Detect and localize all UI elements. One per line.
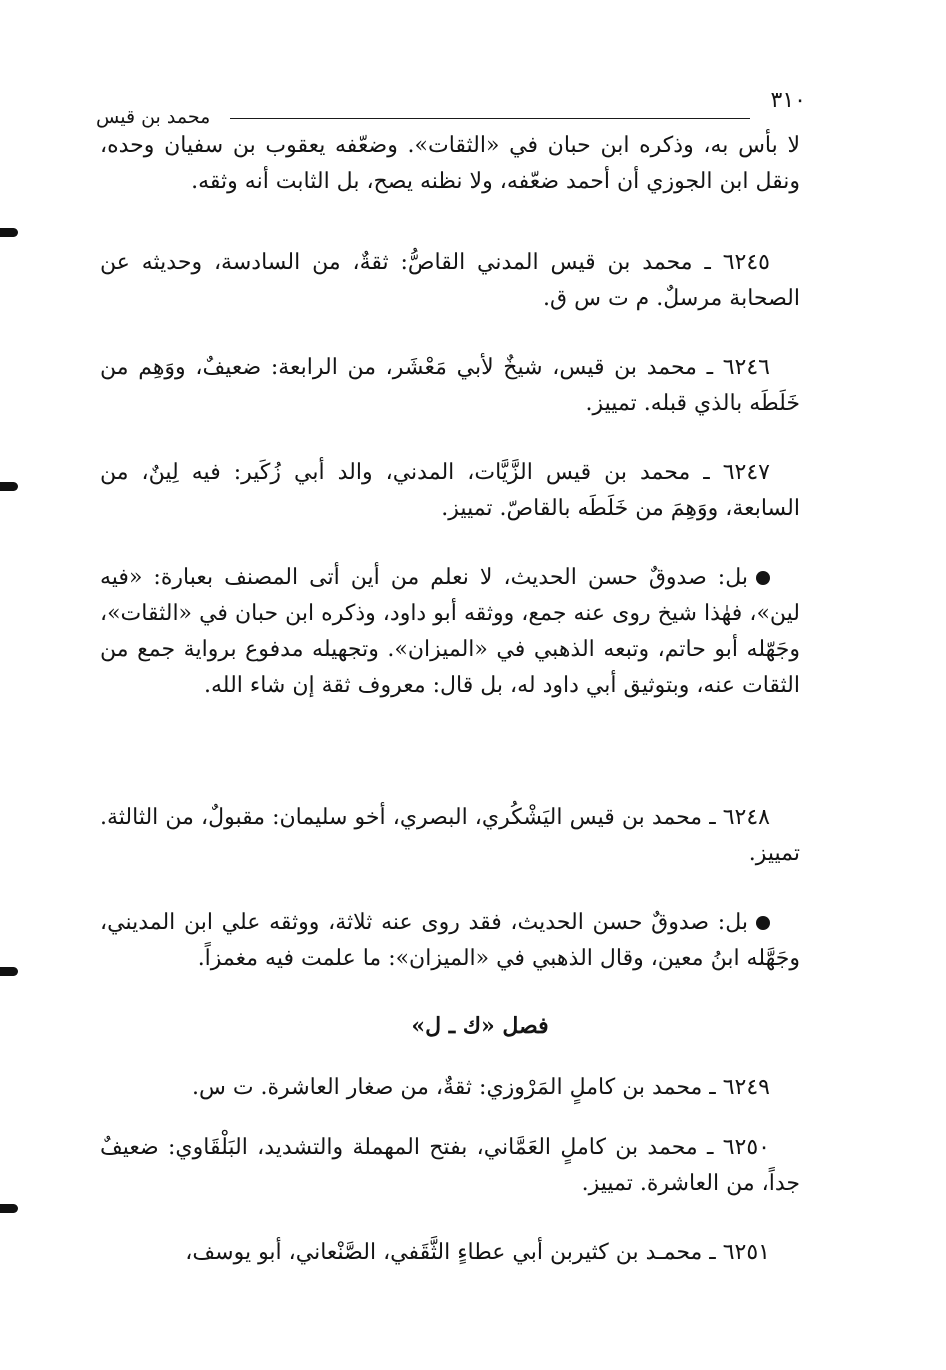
scan-edge-mark xyxy=(0,967,18,976)
entry-6247: ٦٢٤٧ ـ محمد بن قيس الزَّيَّات، المدني، والد أبي زُكَير: فيه لِينٌ، من السابعة، ووَهِمَ من خَلَطَه بالقاصّ. تمييز. xyxy=(100,460,800,521)
section-title: فصل «ك ـ ل» xyxy=(411,1013,549,1039)
page-number: ٣١٠ xyxy=(770,88,806,113)
entry-6245: ٦٢٤٥ ـ محمد بن قيس المدني القاصُّ: ثقةٌ، من السادسة، وحديثه عن الصحابة مرسلٌ. م ت س ق. xyxy=(100,250,800,311)
scan-edge-mark xyxy=(0,1204,18,1213)
entry-6251: ٦٢٥١ ـ محمـد بن كثيربن أبي عطاءٍ الثَّقَفي، الصَّنْعاني، أبو يوسف، xyxy=(185,1240,770,1265)
entry-6246: ٦٢٤٦ ـ محمد بن قيس، شيخٌ لأبي مَعْشَر، من الرابعة: ضعيفٌ، ووَهِم من خَلَطَه بالذي قبله. تمييز. xyxy=(100,355,800,416)
entry-6250: ٦٢٥٠ ـ محمد بن كاملٍ العَمَّاني، بفتح المهملة والتشديد، البَلْقَاوي: ضعيفٌ جداً، من العاشرة. تمييز. xyxy=(100,1135,800,1196)
entry-6248: ٦٢٤٨ ـ محمد بن قيس اليَشْكُري، البصري، أخو سليمان: مقبولٌ، من الثالثة. تمييز. xyxy=(100,805,800,866)
header-rule xyxy=(230,118,750,119)
entry-6249: ٦٢٤٩ ـ محمد بن كاملٍ المَرْوزي: ثقةٌ، من صغار العاشرة. ت س. xyxy=(191,1075,770,1100)
page-header xyxy=(96,84,806,128)
commentary-6248 xyxy=(100,905,800,977)
bullet-icon xyxy=(756,916,770,930)
commentary-text: بل: صدوقٌ حسن الحديث، لا نعلم من أين أتى المصنف بعبارة: «فيه لين»، فهٰذا شيخ روى عنه جمع، ووثقه أبو داود، وذكره ابن حبان في «الثقات»، وجَهّله أبو حاتم، وتبعه الذهبي في «الميزان». وتجهيله مدفوع برواية جمع من الثقات عنه، وبتوثيق أبي داود له، بل قال: معروف ثقة إن شاء الله. xyxy=(100,565,800,698)
scan-edge-mark xyxy=(0,482,18,491)
commentary-6247 xyxy=(100,560,800,704)
bullet-icon xyxy=(756,571,770,585)
scan-edge-mark xyxy=(0,228,18,237)
commentary-text: بل: صدوقٌ حسن الحديث، فقد روى عنه ثلاثة، ووثقه علي ابن المديني، وجَهَّله ابنُ معين، وقال الذهبي في «الميزان»: ما علمت فيه مغمزاً. xyxy=(100,910,800,971)
entry-continuation: لا بأس به، وذكره ابن حبان في «الثقات». وضعّفه يعقوب بن سفيان وحده، ونقل ابن الجوزي أن أحمد ضعّفه، ولا نظنه يصح، بل الثابت أنه وثقه. xyxy=(100,133,800,194)
running-title: محمد بن قيس xyxy=(96,106,211,128)
